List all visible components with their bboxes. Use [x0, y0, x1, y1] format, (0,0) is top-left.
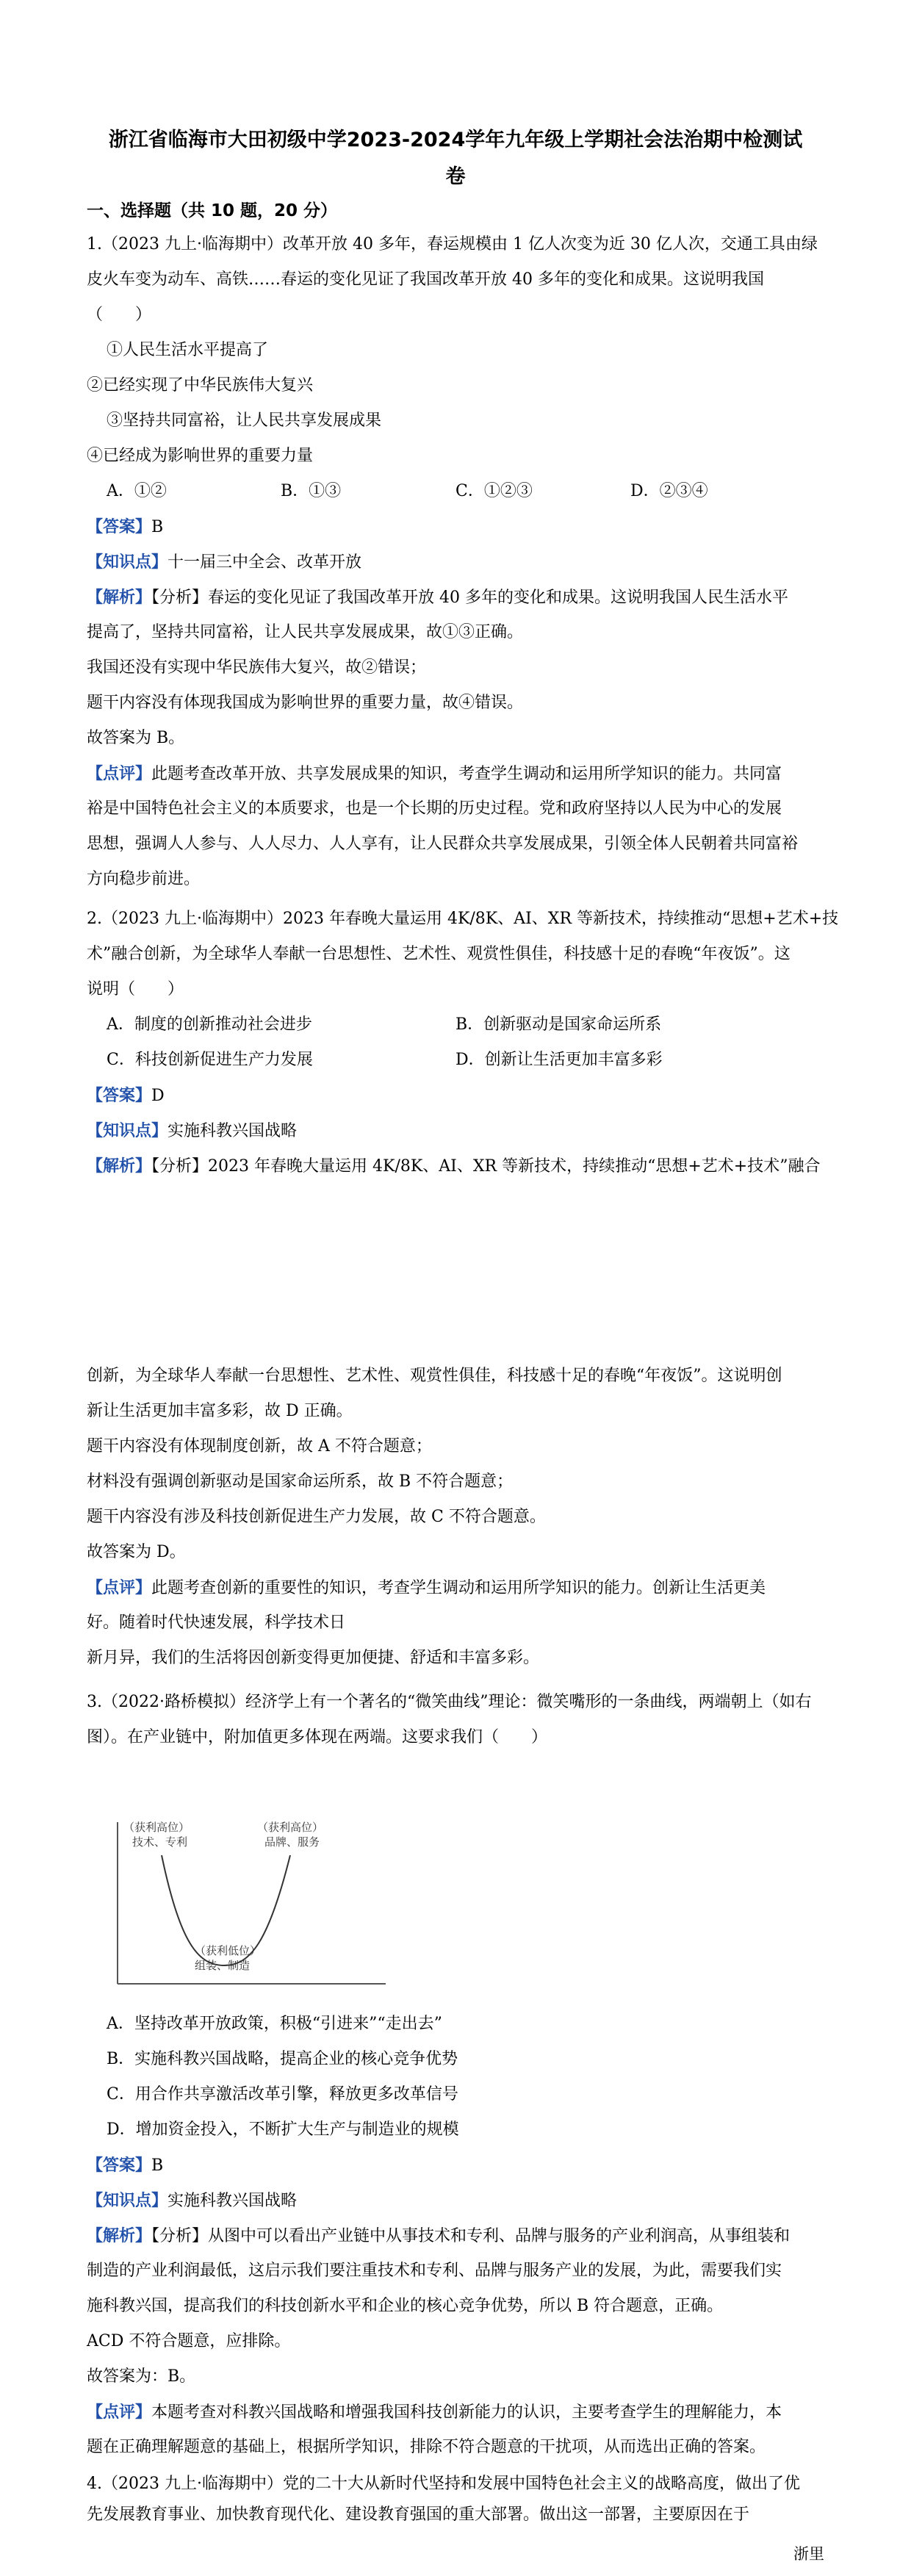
- left-label-bottom: 技术、专利: [132, 1835, 188, 1849]
- q3-analysis-4: ACD 不符合题意，应排除。: [87, 2332, 291, 2350]
- q1-comment-3: 思想，强调人人参与、人人尽力、人人享有，让人民群众共享发展成果，引领全体人民朝着共同富裕: [87, 835, 799, 853]
- q2-analysis-3: 新让生活更加丰富多彩，故 D 正确。: [87, 1402, 353, 1420]
- q3-option-d: D．增加资金投入，不断扩大生产与制造业的规模: [107, 2120, 459, 2139]
- q3-comment-1: 【点评】本题考查对科教兴国战略和增强我国科技创新能力的认识，主要考查学生的理解能力，本: [87, 2403, 782, 2422]
- q1-stem-1: 1.（2023 九上·临海期中）改革开放 40 多年，春运规模由 1 亿人次变为近 30 亿人次，交通工具由绿: [87, 235, 818, 253]
- q3-stem-1: 3.（2022·路桥模拟）经济学上有一个著名的“微笑曲线”理论：微笑嘴形的一条曲线，两端朝上（如右: [87, 1693, 812, 1711]
- smile-curve-diagram: [110, 1815, 389, 1991]
- q3-analysis-1: 【解析】【分析】从图中可以看出产业链中从事技术和专利、品牌与服务的产业利润高，从事组装和: [87, 2226, 791, 2245]
- q2-option-c: C．科技创新促进生产力发展: [107, 1051, 313, 1069]
- q2-option-d: D．创新让生活更加丰富多彩: [455, 1051, 663, 1069]
- q1-analysis-2: 提高了，坚持共同富裕，让人民共享发展成果，故①③正确。: [87, 623, 524, 641]
- q1-analysis-5: 故答案为 B。: [87, 729, 185, 747]
- q1-item-1: ①人民生活水平提高了: [107, 341, 269, 359]
- q1-option-b: B．①③: [281, 482, 342, 500]
- q2-analysis-4: 题干内容没有体现制度创新，故 A 不符合题意；: [87, 1437, 432, 1456]
- q1-stem-3: （ ）: [87, 306, 152, 324]
- q3-analysis-5: 故答案为：B。: [87, 2367, 196, 2386]
- q3-analysis-2: 制造的产业利润最低，这启示我们要注重技术和专利、品牌与服务产业的发展，为此，需要我们实: [87, 2262, 782, 2280]
- q1-analysis-4: 题干内容没有体现我国成为影响世界的重要力量，故④错误。: [87, 694, 524, 712]
- q1-item-4: ④已经成为影响世界的重要力量: [87, 447, 314, 465]
- q1-knowledge: 【知识点】十一届三中全会、改革开放: [87, 553, 362, 572]
- q2-answer: 【答案】D: [87, 1086, 165, 1105]
- q2-stem-1: 2.（2023 九上·临海期中）2023 年春晚大量运用 4K/8K、AI、XR 等新技术，持续推动“思想+艺术+技: [87, 910, 839, 928]
- q1-option-c: C．①②③: [455, 482, 533, 500]
- q1-analysis-1: 【解析】【分析】春运的变化见证了我国改革开放 40 多年的变化和成果。这说明我国人民生活水平: [87, 588, 789, 607]
- q2-analysis-6: 题干内容没有涉及科技创新促进生产力发展，故 C 不符合题意。: [87, 1508, 546, 1526]
- q3-option-a: A．坚持改革开放政策，积极“引进来”“走出去”: [107, 2015, 442, 2033]
- q1-comment-2: 裕是中国特色社会主义的本质要求，也是一个长期的历史过程。党和政府坚持以人民为中心的发展: [87, 799, 782, 818]
- section-heading: 一、选择题（共 10 题，20 分）: [87, 201, 338, 220]
- q1-item-2: ②已经实现了中华民族伟大复兴: [87, 376, 314, 395]
- q2-analysis-2: 创新，为全球华人奉献一台思想性、艺术性、观赏性俱佳，科技感十足的春晚“年夜饭”。这说明创: [87, 1367, 782, 1385]
- q2-stem-2: 术”融合创新，为全球华人奉献一台思想性、艺术性、观赏性俱佳，科技感十足的春晚“年夜饭”。这: [87, 945, 791, 963]
- bottom-label-bottom: 组装、制造: [195, 1959, 251, 1972]
- page-footer: 浙里: [793, 2545, 824, 2563]
- q3-option-b: B．实施科教兴国战略，提高企业的核心竞争优势: [107, 2050, 458, 2068]
- right-label-bottom: 品牌、服务: [264, 1835, 320, 1849]
- q2-option-a: A．制度的创新推动社会进步: [107, 1015, 312, 1034]
- document-title-line2: 卷: [445, 165, 466, 188]
- q1-comment-1: 【点评】此题考查改革开放、共享发展成果的知识，考查学生调动和运用所学知识的能力。共同富: [87, 764, 782, 783]
- q3-analysis-3: 施科教兴国，提高我们的科技创新水平和企业的核心竞争优势，所以 B 符合题意，正确。: [87, 2297, 724, 2315]
- q3-stem-2: 图）。在产业链中，附加值更多体现在两端。这要求我们（ ）: [87, 1728, 548, 1746]
- q2-comment-2: 好。随着时代快速发展，科学技术日: [87, 1613, 346, 1632]
- q1-option-d: D．②③④: [630, 482, 708, 500]
- q2-analysis-7: 故答案为 D。: [87, 1543, 186, 1561]
- bottom-label-top: （获利低位）: [195, 1944, 262, 1957]
- q3-answer: 【答案】B: [87, 2156, 164, 2175]
- q2-stem-3: 说明（ ）: [87, 980, 184, 999]
- q3-knowledge: 【知识点】实施科教兴国战略: [87, 2191, 298, 2210]
- q1-option-a: A．①②: [107, 482, 167, 500]
- left-label-top: （获利高位）: [123, 1821, 190, 1834]
- q2-analysis-1: 【解析】【分析】2023 年春晚大量运用 4K/8K、AI、XR 等新技术，持续推动“思想+艺术+技术”融合: [87, 1156, 821, 1176]
- q2-knowledge: 【知识点】实施科教兴国战略: [87, 1121, 298, 1140]
- q1-stem-2: 皮火车变为动车、高铁……春运的变化见证了我国改革开放 40 多年的变化和成果。这说明我国: [87, 270, 764, 289]
- q1-comment-4: 方向稳步前进。: [87, 870, 201, 888]
- q2-option-b: B．创新驱动是国家命运所系: [455, 1015, 662, 1034]
- q3-option-c: C．用合作共享激活改革引擎，释放更多改革信号: [107, 2085, 458, 2104]
- q4-stem-1: 4.（2023 九上·临海期中）党的二十大从新时代坚持和发展中国特色社会主义的战略高度，做出了优: [87, 2475, 800, 2493]
- right-label-top: （获利高位）: [257, 1821, 324, 1834]
- q2-comment-3: 新月异，我们的生活将因创新变得更加便捷、舒适和丰富多彩。: [87, 1649, 540, 1667]
- q1-answer: 【答案】B: [87, 517, 164, 536]
- q2-analysis-5: 材料没有强调创新驱动是国家命运所系，故 B 不符合题意；: [87, 1472, 514, 1491]
- smile-curve-figure: [110, 1815, 389, 1991]
- q2-comment-1: 【点评】此题考查创新的重要性的知识，考查学生调动和运用所学知识的能力。创新让生活更美: [87, 1578, 766, 1597]
- q4-stem-2: 先发展教育事业、加快教育现代化、建设教育强国的重大部署。做出这一部署，主要原因在于: [87, 2505, 750, 2524]
- document-title-line1: 浙江省临海市大田初级中学2023-2024学年九年级上学期社会法治期中检测试: [108, 129, 803, 151]
- q1-item-3: ③坚持共同富裕，让人民共享发展成果: [107, 411, 382, 430]
- q3-comment-2: 题在正确理解题意的基础上，根据所学知识，排除不符合题意的干扰项，从而选出正确的答案。: [87, 2438, 766, 2456]
- q1-analysis-3: 我国还没有实现中华民族伟大复兴，故②错误；: [87, 658, 427, 677]
